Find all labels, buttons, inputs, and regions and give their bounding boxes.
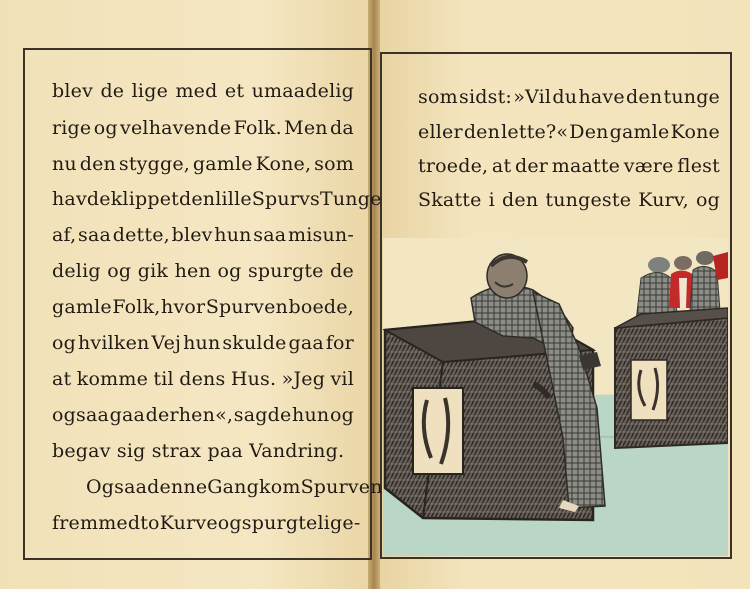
text-line-1: blev de lige med et umaadelig	[52, 80, 354, 102]
text-line-16: troede, at der maatte være flest	[418, 155, 720, 177]
text-line-8: og hvilken Vej hun skulde gaa for	[52, 332, 354, 354]
text-line-9: at komme til dens Hus. »Jeg vil	[52, 368, 354, 390]
woodblock-illustration	[383, 238, 728, 556]
text-line-10: ogsaa gaa derhen«, sagde hun og	[52, 404, 354, 426]
text-line-11: begav sig strax paa Vandring.	[52, 440, 345, 462]
text-line-3: nu den stygge, gamle Kone, som	[52, 153, 354, 175]
text-line-5: af, saa dette, blev hun saa misun-	[52, 224, 354, 246]
text-line-13: frem med to Kurve og spurgte lige-	[52, 512, 361, 534]
text-line-12: Ogsaa denne Gang kom Spurven	[86, 476, 383, 498]
text-line-6: delig og gik hen og spurgte de	[52, 260, 354, 282]
text-line-17: Skatte i den tungeste Kurv, og	[418, 189, 720, 211]
text-line-4: havde klippet den lille Spurvs Tunge	[52, 188, 382, 210]
text-line-7: gamle Folk, hvor Spurven boede,	[52, 296, 354, 318]
text-line-14: som sidst: »Vil du have den tunge	[418, 86, 720, 108]
light-basket	[615, 308, 728, 448]
text-line-2: rige og velhavende Folk. Men da	[52, 117, 354, 139]
text-line-15: eller den lette?« Den gamle Kone	[418, 121, 720, 143]
